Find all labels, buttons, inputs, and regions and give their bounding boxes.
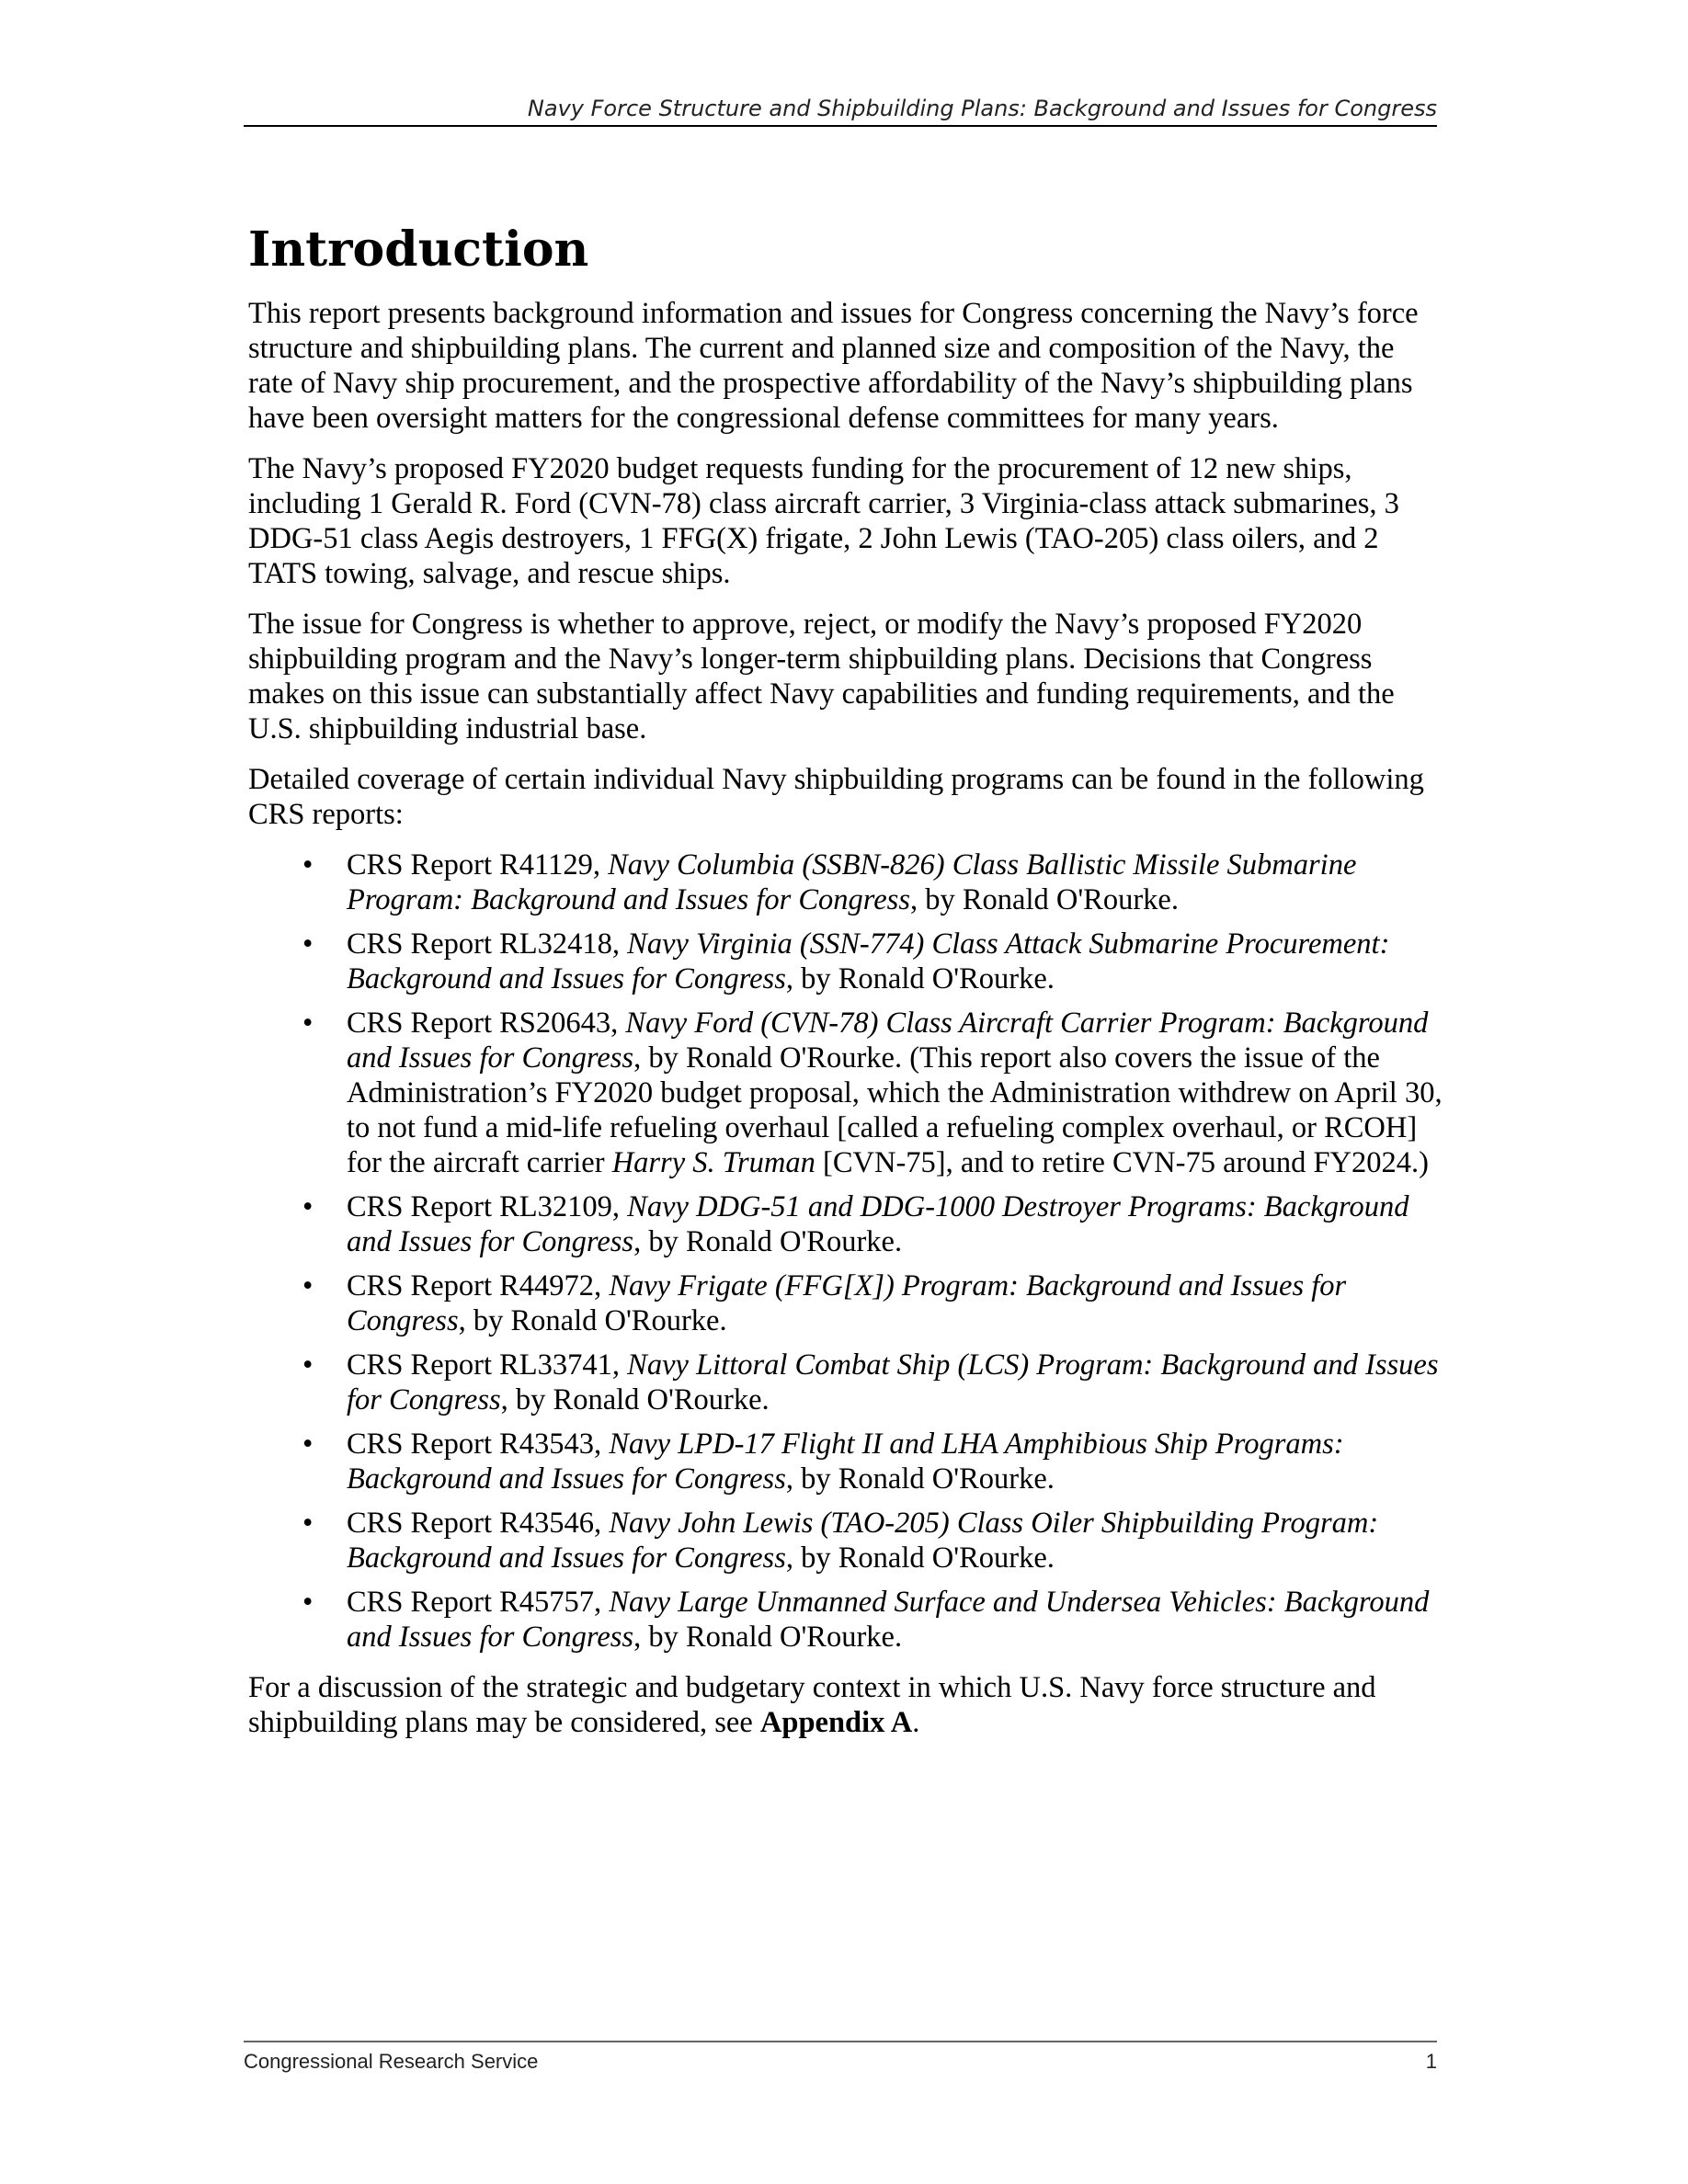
bullet-glyph: • xyxy=(302,927,314,961)
report-number: CRS Report R44972, xyxy=(347,1269,610,1302)
report-author: , by Ronald O'Rourke. xyxy=(458,1304,727,1337)
report-author: , by Ronald O'Rourke. (This report also covers the issue of the Administration’s FY2020 budget proposal, which the Administration withdrew on April 30, to not fund a mid-life refueling overhaul [called a refueling complex overhaul, or RCOH] for the aircraft carrier xyxy=(347,1041,1443,1179)
crs-report-list xyxy=(248,847,1443,1655)
bullet-glyph: • xyxy=(302,1428,314,1461)
bullet-glyph: • xyxy=(302,1007,314,1040)
bullet-glyph: • xyxy=(302,1586,314,1619)
closing-text: For a discussion of the strategic and budgetary context in which U.S. Navy force structure and shipbuilding plans may be considered, see xyxy=(248,1671,1376,1739)
report-author: , by Ronald O'Rourke. xyxy=(500,1383,770,1416)
report-author: , by Ronald O'Rourke. xyxy=(909,883,1179,916)
report-author: , by Ronald O'Rourke. xyxy=(633,1621,903,1654)
report-title: Navy Large Unmanned Surface and Undersea Vehicles: Background and Issues for Congress xyxy=(347,1586,1430,1654)
closing-period: . xyxy=(912,1706,920,1739)
report-list-item xyxy=(302,927,1443,996)
report-author: , by Ronald O'Rourke. xyxy=(785,1541,1055,1575)
bullet-glyph: • xyxy=(302,848,314,882)
report-list-item xyxy=(302,1006,1443,1180)
report-title: Navy Columbia (SSBN-826) Class Ballistic Missile Submarine Program: Background and Issues for Congress xyxy=(347,848,1357,916)
running-header: Navy Force Structure and Shipbuilding Plans: Background and Issues for Congress xyxy=(244,96,1437,127)
report-number: CRS Report RL32418, xyxy=(347,927,628,961)
report-note-end: [CVN-75], and to retire CVN-75 around FY2024.) xyxy=(815,1146,1429,1179)
report-list-item xyxy=(302,1427,1443,1496)
report-title: Navy John Lewis (TAO-205) Class Oiler Shipbuilding Program: Background and Issues for Congress xyxy=(347,1507,1379,1575)
report-number: CRS Report R43543, xyxy=(347,1428,610,1461)
report-list-item xyxy=(302,847,1443,917)
report-number: CRS Report R41129, xyxy=(347,848,609,882)
report-author: , by Ronald O'Rourke. xyxy=(633,1225,903,1258)
report-title: Navy Frigate (FFG[X]) Program: Background and Issues for Congress xyxy=(347,1269,1347,1337)
bullet-glyph: • xyxy=(302,1348,314,1382)
report-number: CRS Report R43546, xyxy=(347,1507,610,1540)
report-number: CRS Report RS20643, xyxy=(347,1007,626,1040)
ship-name: Harry S. Truman xyxy=(611,1146,815,1179)
bullet-glyph: • xyxy=(302,1190,314,1223)
report-title: Navy Ford (CVN-78) Class Aircraft Carrier Program: Background and Issues for Congress xyxy=(347,1007,1429,1075)
footer-org: Congressional Research Service xyxy=(244,2050,539,2073)
section-title: Introduction xyxy=(248,222,589,278)
report-title: Navy Littoral Combat Ship (LCS) Program: Background and Issues for Congress xyxy=(347,1348,1439,1416)
closing-paragraph xyxy=(248,1670,1443,1740)
appendix-a-reference: Appendix A xyxy=(759,1706,913,1739)
report-list-item xyxy=(302,1506,1443,1575)
intro-paragraph-2: The Navy’s proposed FY2020 budget requests funding for the procurement of 12 new ships, including 1 Gerald R. Ford (CVN-78) class aircraft carrier, 3 Virginia-class attack submarines, 3 DDG-51 class Aegis destroyers, 1 FFG(X) frigate, 2 John Lewis (TAO-205) class oilers, and 2 TATS towing, salvage, and rescue ships. xyxy=(248,452,1399,590)
report-title: Navy LPD-17 Flight II and LHA Amphibious Ship Programs: Background and Issues for Congress xyxy=(347,1428,1344,1496)
bullet-glyph: • xyxy=(302,1269,314,1302)
page-number: 1 xyxy=(1425,2050,1437,2073)
intro-paragraph-3: The issue for Congress is whether to approve, reject, or modify the Navy’s proposed FY2020 shipbuilding program and the Navy’s longer-term shipbuilding plans. Decisions that Congress makes on this issue can substantially affect Navy capabilities and funding requirements, and the U.S. shipbuilding industrial base. xyxy=(248,608,1395,745)
bullet-glyph: • xyxy=(302,1507,314,1540)
report-title: Navy DDG-51 and DDG-1000 Destroyer Programs: Background and Issues for Congress xyxy=(347,1190,1409,1258)
report-list-item xyxy=(302,1268,1443,1338)
intro-paragraph-4: Detailed coverage of certain individual Navy shipbuilding programs can be found in the following CRS reports: xyxy=(248,763,1424,831)
report-number: CRS Report R45757, xyxy=(347,1586,610,1619)
report-list-item xyxy=(302,1189,1443,1259)
report-author: , by Ronald O'Rourke. xyxy=(785,962,1055,995)
report-list-item xyxy=(302,1585,1443,1655)
report-list-item xyxy=(302,1348,1443,1417)
page-footer xyxy=(244,2041,1437,2074)
intro-paragraph-1: This report presents background information and issues for Congress concerning the Navy’s force structure and shipbuilding plans. The current and planned size and composition of the Navy, the rate of Navy ship procurement, and the prospective affordability of the Navy’s shipbuilding plans have been oversight matters for the congressional defense committees for many years. xyxy=(248,297,1419,435)
report-title: Navy Virginia (SSN-774) Class Attack Submarine Procurement: Background and Issues for Congress xyxy=(347,927,1390,995)
report-author: , by Ronald O'Rourke. xyxy=(785,1462,1055,1496)
report-number: CRS Report RL32109, xyxy=(347,1190,628,1223)
main-content xyxy=(248,221,1443,1756)
report-number: CRS Report RL33741, xyxy=(347,1348,628,1382)
